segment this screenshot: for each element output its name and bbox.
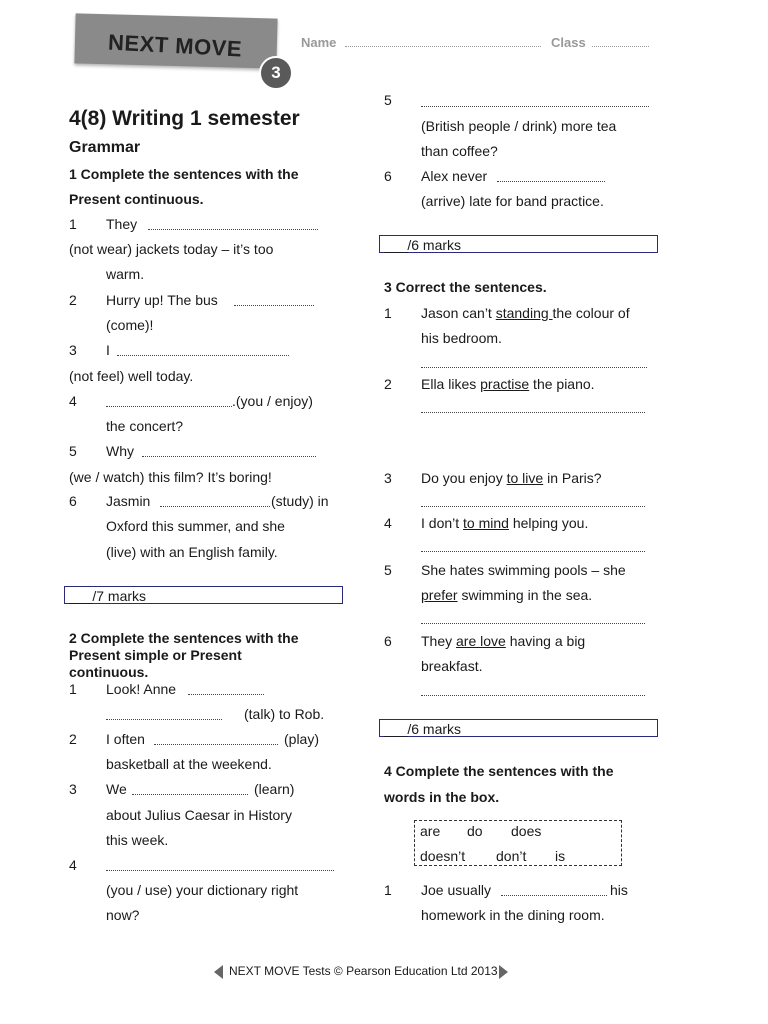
ex3-item-number: 1 — [384, 305, 392, 321]
answer-blank[interactable] — [154, 744, 278, 745]
answer-blank[interactable] — [501, 895, 607, 896]
logo-text: NEXT MOVE — [107, 29, 243, 62]
next-page-arrow-icon[interactable] — [499, 965, 508, 979]
ex2-heading-line2: Present simple or Present — [69, 647, 242, 663]
ex2-item-text: than coffee? — [421, 143, 498, 159]
ex2-item-text: (learn) — [254, 781, 295, 797]
page-title: 4(8) Writing 1 semester — [69, 107, 300, 130]
ex2-marks-box[interactable]: ___/6 marks — [379, 235, 658, 253]
ex3-item-sentence-cont: breakfast. — [421, 658, 483, 674]
ex3-item-number: 2 — [384, 376, 392, 392]
answer-blank[interactable] — [421, 506, 645, 507]
ex3-item-sentence: Do you enjoy to live in Paris? — [421, 470, 602, 486]
ex3-item-sentence-cont: prefer swimming in the sea. — [421, 587, 593, 603]
answer-blank[interactable] — [132, 794, 248, 795]
ex1-item-text: They — [106, 216, 138, 232]
answer-blank[interactable] — [421, 412, 645, 413]
word-box-item: doesn’t — [420, 848, 466, 864]
ex2-item-text: this week. — [106, 832, 169, 848]
previous-page-arrow-icon[interactable] — [214, 965, 223, 979]
ex1-item-number: 4 — [69, 393, 77, 409]
answer-blank[interactable] — [188, 694, 264, 695]
ex1-item-text: Hurry up! The bus — [106, 292, 218, 308]
answer-blank[interactable] — [421, 367, 647, 368]
ex3-item-number: 3 — [384, 470, 392, 486]
word-box-item: don’t — [496, 848, 527, 864]
answer-blank[interactable] — [142, 456, 316, 457]
word-box-item: is — [555, 848, 566, 864]
ex4-heading-line2: words in the box. — [384, 789, 500, 805]
ex2-item-text: (talk) to Rob. — [244, 706, 325, 722]
ex2-item-text: (you / use) your dictionary right — [106, 882, 299, 898]
ex4-item-text: his — [610, 882, 628, 898]
ex1-item-text: warm. — [106, 266, 145, 282]
footer-copyright: NEXT MOVE Tests © Pearson Education Ltd 2013 — [229, 964, 498, 978]
name-field-line[interactable] — [345, 46, 541, 47]
answer-blank[interactable] — [421, 695, 645, 696]
ex2-item-text: (British people / drink) more tea — [421, 118, 617, 134]
ex4-item-text: Joe usually — [421, 882, 492, 898]
section-heading: Grammar — [69, 139, 141, 156]
ex1-item-text: Jasmin — [106, 493, 151, 509]
ex1-item-number: 1 — [69, 216, 77, 232]
ex1-item-number: 3 — [69, 342, 77, 358]
ex2-item-text: (play) — [284, 731, 320, 747]
ex1-item-number: 6 — [69, 493, 77, 509]
answer-blank[interactable] — [148, 229, 318, 230]
ex3-item-number: 6 — [384, 633, 392, 649]
answer-blank[interactable] — [421, 106, 649, 107]
answer-blank[interactable] — [497, 181, 605, 182]
ex1-item-text: (not feel) well today. — [69, 368, 194, 384]
ex2-item-text: Look! Anne — [106, 681, 177, 697]
ex2-item-text: We — [106, 781, 127, 797]
answer-blank[interactable] — [117, 355, 289, 356]
ex3-item-sentence: She hates swimming pools – she — [421, 562, 626, 578]
name-label: Name — [301, 35, 337, 50]
ex1-item-text: Why — [106, 443, 134, 459]
ex3-item-sentence: I don’t to mind helping you. — [421, 515, 589, 531]
ex1-item-text: (not wear) jackets today – it’s too — [69, 241, 274, 257]
ex1-item-text: I — [106, 342, 110, 358]
ex3-item-sentence: They are love having a big — [421, 633, 586, 649]
ex2-item-number: 3 — [69, 781, 77, 797]
ex3-item-sentence: Ella likes practise the piano. — [421, 376, 595, 392]
class-label: Class — [551, 35, 586, 50]
word-box-item: are — [420, 823, 441, 839]
ex2-item-text: basketball at the weekend. — [106, 756, 272, 772]
ex2-item-text: about Julius Caesar in History — [106, 807, 292, 823]
answer-blank[interactable] — [421, 623, 645, 624]
ex1-item-text: (we / watch) this film? It’s boring! — [69, 469, 272, 485]
ex1-item-number: 5 — [69, 443, 77, 459]
ex1-item-text: .(you / enjoy) — [232, 393, 313, 409]
ex3-item-number: 4 — [384, 515, 392, 531]
ex2-heading-line1: 2 Complete the sentences with the — [69, 630, 299, 646]
answer-blank[interactable] — [106, 406, 232, 407]
ex2-item-number: 4 — [69, 857, 77, 873]
ex2-item-number: 5 — [384, 92, 392, 108]
ex1-item-text: (study) in — [271, 493, 329, 509]
ex1-heading-line2: Present continuous. — [69, 191, 204, 207]
class-field-line[interactable] — [592, 46, 649, 47]
word-box-item: do — [467, 823, 483, 839]
ex2-item-text: (arrive) late for band practice. — [421, 193, 604, 209]
logo-number-badge: 3 — [259, 56, 293, 90]
ex3-item-number: 5 — [384, 562, 392, 578]
ex2-item-text: I often — [106, 731, 145, 747]
answer-blank[interactable] — [106, 870, 334, 871]
answer-blank[interactable] — [421, 551, 645, 552]
answer-blank[interactable] — [234, 305, 314, 306]
ex2-item-number: 2 — [69, 731, 77, 747]
ex3-heading: 3 Correct the sentences. — [384, 279, 547, 295]
ex1-marks-box[interactable]: ___/7 marks — [64, 586, 343, 604]
ex3-marks-box[interactable]: ___/6 marks — [379, 719, 658, 737]
ex1-item-text: the concert? — [106, 418, 184, 434]
ex2-item-text: now? — [106, 907, 140, 923]
ex2-heading-line3: continuous. — [69, 664, 149, 680]
ex1-item-text: (live) with an English family. — [106, 544, 278, 560]
answer-blank[interactable] — [106, 719, 222, 720]
answer-blank[interactable] — [160, 506, 270, 507]
ex3-item-sentence-cont: his bedroom. — [421, 330, 502, 346]
ex3-item-sentence: Jason can’t standing the colour of — [421, 305, 630, 321]
ex1-item-text: (come)! — [106, 317, 154, 333]
ex2-item-number: 6 — [384, 168, 392, 184]
ex1-heading-line1: 1 Complete the sentences with the — [69, 166, 299, 182]
ex1-item-text: Oxford this summer, and she — [106, 518, 285, 534]
ex1-item-number: 2 — [69, 292, 77, 308]
ex4-item-text: homework in the dining room. — [421, 907, 605, 923]
ex2-item-text: Alex never — [421, 168, 488, 184]
ex4-item-number: 1 — [384, 882, 392, 898]
ex4-heading-line1: 4 Complete the sentences with the — [384, 763, 614, 779]
word-box-item: does — [511, 823, 542, 839]
ex2-item-number: 1 — [69, 681, 77, 697]
